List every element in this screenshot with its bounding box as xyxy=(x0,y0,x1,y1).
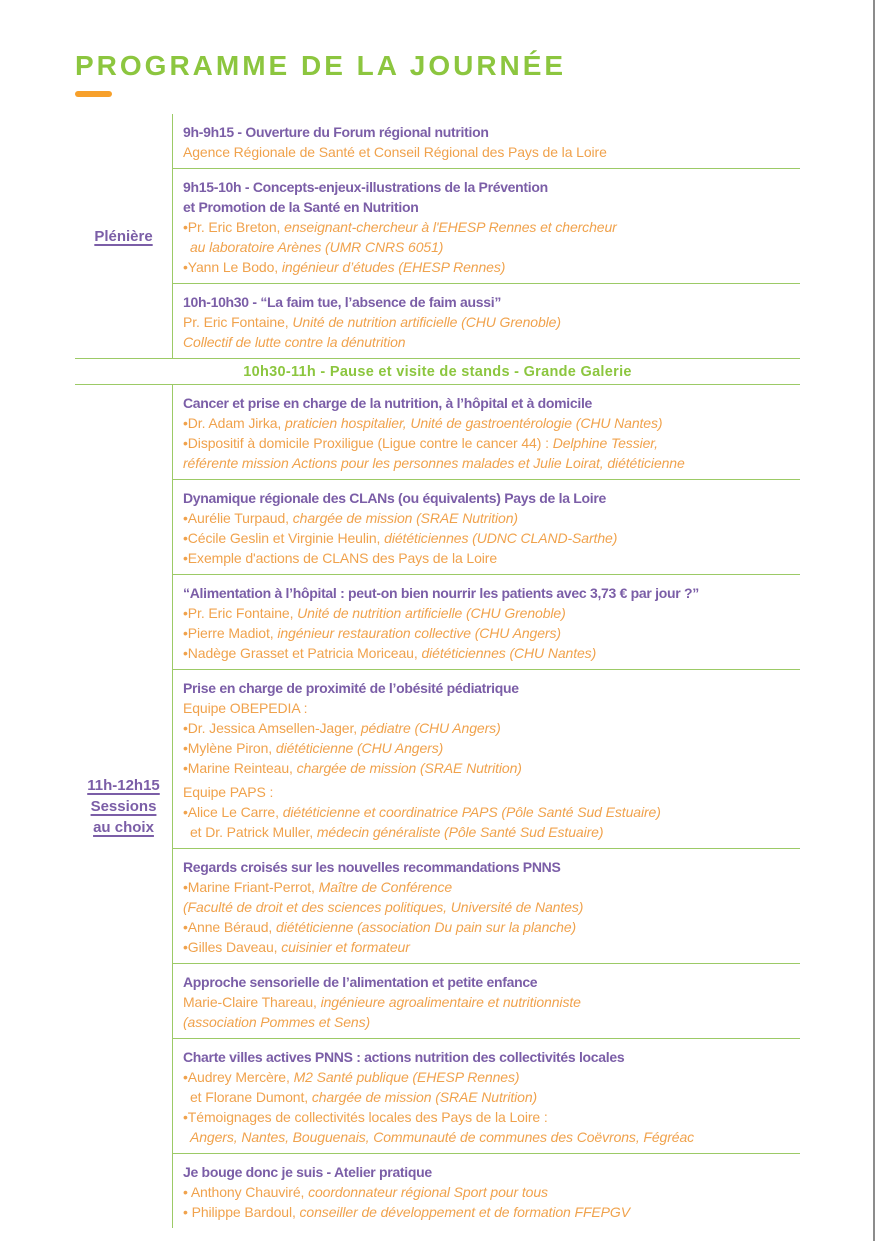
session-detail-line xyxy=(183,937,800,957)
session-title-line: Dynamique régionale des CLANs (ou équivalents) Pays de la Loire xyxy=(183,490,606,506)
detail-name-text: •Aurélie Turpaud, xyxy=(183,510,293,526)
detail-name-text: Marie-Claire Thareau, xyxy=(183,994,321,1010)
session-detail-line xyxy=(183,1127,800,1147)
band-label-line: 11h-12h15 xyxy=(87,777,160,794)
session-detail-line xyxy=(183,1202,800,1222)
session-title-line: Prise en charge de proximité de l’obésité pédiatrique xyxy=(183,680,519,696)
detail-name-text: •Cécile Geslin et Virginie Heulin, xyxy=(183,530,385,546)
session-title-line: Approche sensorielle de l’alimentation et petite enfance xyxy=(183,974,538,990)
session-row xyxy=(173,1038,800,1153)
detail-role-text: médecin généraliste (Pôle Santé Sud Estuaire) xyxy=(316,824,604,840)
session-detail-line xyxy=(183,992,800,1012)
session-detail-line xyxy=(183,877,800,897)
detail-role-text: diététicienne (association Du pain sur la planche) xyxy=(276,919,577,935)
session-detail-line xyxy=(183,508,800,528)
detail-name-text: et Florane Dumont, xyxy=(190,1089,312,1105)
session-title-line: 10h-10h30 - “La faim tue, l’absence de faim aussi” xyxy=(183,294,502,310)
detail-role-text: diététicienne et coordinatrice PAPS (Pôle Santé Sud Estuaire) xyxy=(282,804,661,820)
band-label-sessions xyxy=(75,385,172,1228)
session-detail-line xyxy=(183,822,800,842)
detail-role-text: ingénieure agroalimentaire et nutritionniste xyxy=(320,994,581,1010)
detail-role-text: cuisinier et formateur xyxy=(281,939,410,955)
session-detail-line xyxy=(183,257,800,277)
session-title-line: et Promotion de la Santé en Nutrition xyxy=(183,199,419,215)
detail-role-text: pédiatre (CHU Angers) xyxy=(360,720,501,736)
session-detail-line xyxy=(183,413,800,433)
session-detail-line xyxy=(183,1087,800,1107)
detail-name-text: •Dispositif à domicile Proxiligue (Ligue contre le cancer 44) : xyxy=(183,435,553,451)
session-detail-line xyxy=(183,142,800,162)
session-detail-line xyxy=(183,802,800,822)
session-detail-line xyxy=(183,758,800,778)
session-detail-line xyxy=(183,1107,800,1127)
session-title-line: “Alimentation à l’hôpital : peut-on bien nourrir les patients avec 3,73 € par jour ?” xyxy=(183,585,699,601)
band-rows xyxy=(172,385,800,1228)
session-row xyxy=(173,848,800,963)
detail-name-text: •Marine Reinteau, xyxy=(183,760,297,776)
detail-role-text: (Faculté de droit et des sciences politiques, Université de Nantes) xyxy=(183,899,584,915)
detail-role-text: coordonnateur régional Sport pour tous xyxy=(308,1184,548,1200)
detail-name-text: et Dr. Patrick Muller, xyxy=(190,824,317,840)
session-row xyxy=(173,114,800,168)
detail-role-text: chargée de mission (SRAE Nutrition) xyxy=(311,1089,538,1105)
pause-row xyxy=(75,358,800,385)
session-row xyxy=(173,963,800,1038)
detail-name-text: Agence Régionale de Santé et Conseil Régional des Pays de la Loire xyxy=(183,144,607,160)
band-label-pleniere xyxy=(75,114,172,358)
sessions-band xyxy=(75,385,800,1228)
detail-role-text: enseignant-chercheur à l'EHESP Rennes et chercheur xyxy=(284,219,617,235)
detail-name-text: •Audrey Mercère, xyxy=(183,1069,294,1085)
session-detail-line xyxy=(183,782,800,802)
session-detail-line xyxy=(183,332,800,352)
detail-name-text: •Pierre Madiot, xyxy=(183,625,278,641)
session-title-line: Regards croisés sur les nouvelles recommandations PNNS xyxy=(183,859,561,875)
detail-role-text: praticien hospitalier, Unité de gastroentérologie (CHU Nantes) xyxy=(285,415,663,431)
band-label-line: au choix xyxy=(93,819,154,836)
session-detail-line xyxy=(183,738,800,758)
detail-name-text: Equipe OBEPEDIA : xyxy=(183,700,308,716)
session-detail-line xyxy=(183,603,800,623)
detail-role-text: Angers, Nantes, Bouguenais, Communauté de communes des Coëvrons, Fégréac xyxy=(190,1129,695,1145)
detail-role-text: au laboratoire Arènes (UMR CNRS 6051) xyxy=(190,239,444,255)
session-detail-line xyxy=(183,1067,800,1087)
detail-name-text: •Gilles Daveau, xyxy=(183,939,282,955)
session-title-line: Charte villes actives PNNS : actions nutrition des collectivités locales xyxy=(183,1049,625,1065)
detail-name-text: • Philippe Bardoul, xyxy=(183,1204,300,1220)
detail-role-text: diététicienne (CHU Angers) xyxy=(275,740,444,756)
detail-name-text: •Marine Friant-Perrot, xyxy=(183,879,319,895)
session-detail-line xyxy=(183,1182,800,1202)
session-title-line: Je bouge donc je suis - Atelier pratique xyxy=(183,1164,432,1180)
detail-name-text: •Anne Béraud, xyxy=(183,919,277,935)
detail-role-text: chargée de mission (SRAE Nutrition) xyxy=(292,510,518,526)
session-detail-line xyxy=(183,433,800,453)
session-detail-line xyxy=(183,917,800,937)
session-detail-line xyxy=(183,548,800,568)
session-row xyxy=(173,669,800,848)
detail-name-text: •Dr. Jessica Amsellen-Jager, xyxy=(183,720,361,736)
session-detail-line xyxy=(183,718,800,738)
session-row xyxy=(173,1153,800,1228)
session-title-line: 9h15-10h - Concepts-enjeux-illustrations de la Prévention xyxy=(183,179,548,195)
detail-role-text: ingénieur restauration collective (CHU Angers) xyxy=(277,625,561,641)
session-detail-line xyxy=(183,1012,800,1032)
detail-role-text: référente mission Actions pour les personnes malades et Julie Loirat, diététicienne xyxy=(183,455,685,471)
pause-text: 10h30-11h - Pause et visite de stands - Grande Galerie xyxy=(243,363,632,380)
detail-role-text: Collectif de lutte contre la dénutrition xyxy=(183,334,406,350)
detail-name-text: •Mylène Piron, xyxy=(183,740,276,756)
session-detail-line xyxy=(183,897,800,917)
detail-role-text: Unité de nutrition artificielle (CHU Grenoble) xyxy=(292,314,561,330)
detail-role-text: Unité de nutrition artificielle (CHU Grenoble) xyxy=(297,605,566,621)
detail-role-text: M2 Santé publique (EHESP Rennes) xyxy=(293,1069,520,1085)
session-detail-line xyxy=(183,217,800,237)
detail-name-text: •Pr. Eric Breton, xyxy=(183,219,285,235)
session-title-line: Cancer et prise en charge de la nutrition, à l’hôpital et à domicile xyxy=(183,395,593,411)
detail-name-text: •Témoignages de collectivités locales des Pays de la Loire : xyxy=(183,1109,548,1125)
detail-name-text: •Pr. Eric Fontaine, xyxy=(183,605,298,621)
detail-role-text: conseiller de développement et de formation FFEPGV xyxy=(299,1204,630,1220)
detail-role-text: ingénieur d’études (EHESP Rennes) xyxy=(281,259,506,275)
session-row xyxy=(173,385,800,479)
detail-name-text: •Nadège Grasset et Patricia Moriceau, xyxy=(183,645,422,661)
detail-name-text: •Exemple d'actions de CLANS des Pays de la Loire xyxy=(183,550,498,566)
session-detail-line xyxy=(183,312,800,332)
detail-role-text: diététiciennes (CHU Nantes) xyxy=(421,645,597,661)
band-label-line: Sessions xyxy=(90,798,157,815)
session-title-line: 9h-9h15 - Ouverture du Forum régional nutrition xyxy=(183,124,489,140)
detail-role-text: diététiciennes (UDNC CLAND-Sarthe) xyxy=(384,530,618,546)
page-title: PROGRAMME DE LA JOURNÉE xyxy=(75,50,567,81)
detail-name-text: •Yann Le Bodo, xyxy=(183,259,282,275)
session-row xyxy=(173,168,800,283)
schedule-table xyxy=(75,114,800,1228)
detail-name-text: Pr. Eric Fontaine, xyxy=(183,314,293,330)
session-row xyxy=(173,574,800,669)
session-detail-line xyxy=(183,698,800,718)
session-detail-line xyxy=(183,237,800,257)
detail-name-text: •Alice Le Carre, xyxy=(183,804,283,820)
session-row xyxy=(173,479,800,574)
session-detail-line xyxy=(183,643,800,663)
session-detail-line xyxy=(183,528,800,548)
detail-role-text: chargée de mission (SRAE Nutrition) xyxy=(296,760,522,776)
detail-role-text: (association Pommes et Sens) xyxy=(183,1014,371,1030)
detail-name-text: Equipe PAPS : xyxy=(183,784,274,800)
detail-role-text: Maître de Conférence xyxy=(318,879,453,895)
detail-name-text: • Anthony Chauviré, xyxy=(183,1184,309,1200)
session-detail-line xyxy=(183,453,800,473)
pleniere-band xyxy=(75,114,800,358)
band-label-line: Plénière xyxy=(94,227,153,245)
session-row xyxy=(173,283,800,358)
detail-role-text: Delphine Tessier, xyxy=(552,435,658,451)
detail-name-text: •Dr. Adam Jirka, xyxy=(183,415,286,431)
title-underline-dash xyxy=(75,91,112,97)
band-rows xyxy=(172,114,800,358)
session-detail-line xyxy=(183,623,800,643)
